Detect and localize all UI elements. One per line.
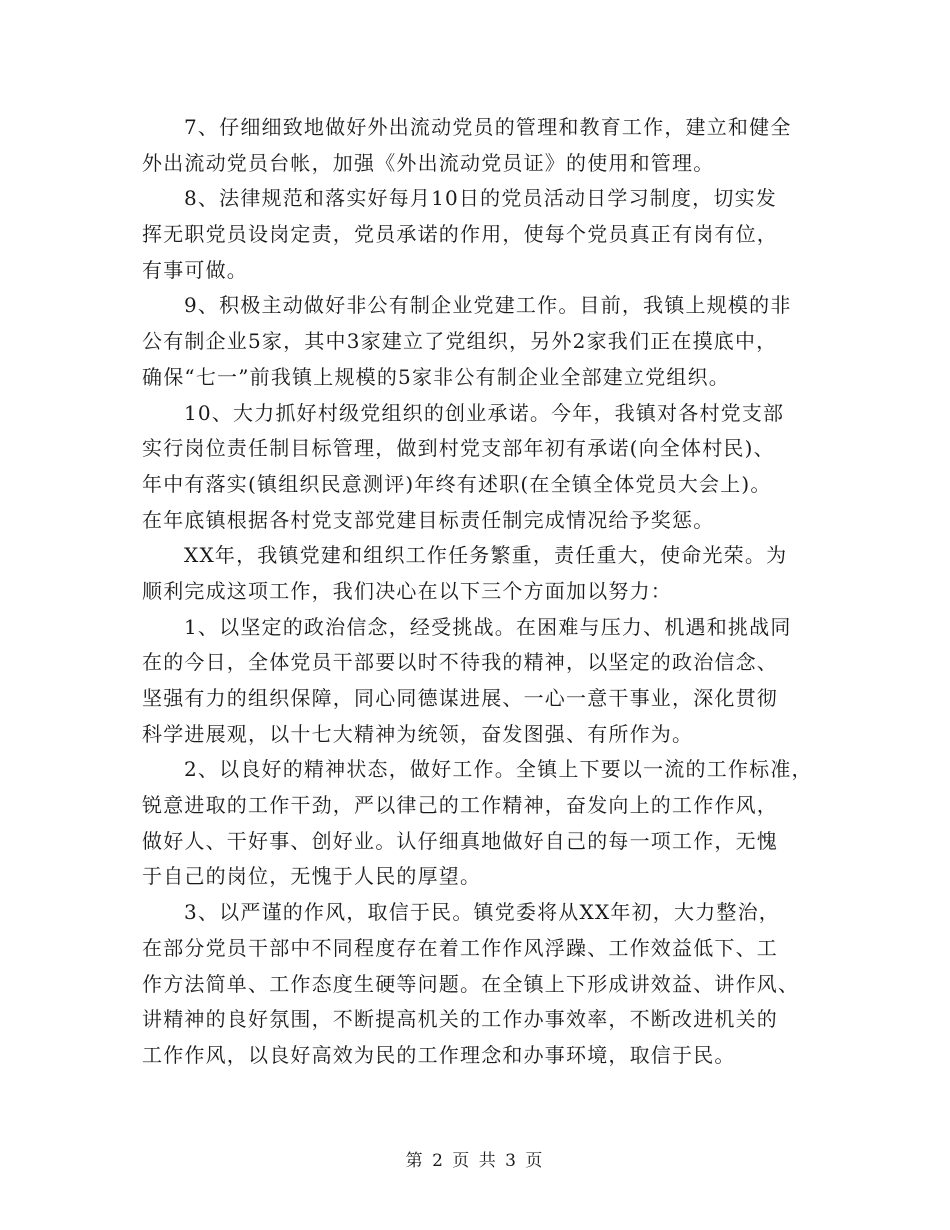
text-line: 年中有落实(镇组织民意测评)年终有述职(在全镇全体党员大会上)。 [142,471,772,496]
text-line: 实行岗位责任制目标管理，做到村党支部年初有承诺(向全体村民)、 [142,436,775,461]
text-line: 在部分党员干部中不同程度存在着工作作风浮躁、工作效益低下、工 [142,935,778,960]
text-line: 顺利完成这项工作，我们决心在以下三个方面加以努力： [142,578,672,603]
text-line: 7、仔细细致地做好外出流动党员的管理和教育工作，建立和健全 [184,115,792,139]
text-line: 科学进展观，以十七大精神为统领，奋发图强、有所作为。 [142,721,694,746]
document-body [142,110,832,1074]
text-line: 公有制企业5家，其中3家建立了党组织，另外2家我们正在摸底中， [142,329,778,354]
text-line: XX年，我镇党建和组织工作任务繁重，责任重大，使命光荣。为 [184,543,788,568]
text-line: 2、以良好的精神状态，做好工作。全镇上下要以一流的工作标准， [184,757,813,782]
text-line: 锐意进取的工作干劲，严以律己的工作精神，奋发向上的工作作风， [142,793,778,818]
text-line: 挥无职党员设岗定责，党员承诺的作用，使每个党员真正有岗有位， [142,222,778,247]
text-line: 10、大力抓好村级党组织的创业承诺。今年，我镇对各村党支部 [184,400,785,425]
text-line: 工作作风，以良好高效为民的工作理念和办事环境，取信于民。 [142,1042,736,1067]
text-line: 8、法律规范和落实好每月10日的党员活动日学习制度，切实发 [184,186,777,211]
text-line: 坚强有力的组织保障，同心同德谋进展、一心一意干事业，深化贯彻 [142,686,778,710]
page-number-footer: 第 2 页 共 3 页 [405,1151,545,1171]
text-line: 确保“七一”前我镇上规模的5家非公有制企业全部建立党组织。 [142,364,730,389]
text-line: 作方法简单、工作态度生硬等问题。在全镇上下形成讲效益、讲作风、 [142,971,800,996]
text-line: 于自己的岗位，无愧于人民的厚望。 [142,864,482,889]
text-line: 1、以坚定的政治信念，经受挑战。在困难与压力、机遇和挑战同 [184,614,792,639]
text-line: 有事可做。 [142,257,248,282]
text-line: 9、积极主动做好非公有制企业党建工作。目前，我镇上规模的非 [184,293,792,318]
text-line: 在年底镇根据各村党支部党建目标责任制完成情况给予奖惩。 [142,507,715,532]
text-line: 讲精神的良好氛围，不断提高机关的工作办事效率，不断改进机关的 [142,1007,778,1032]
text-line: 在的今日，全体党员干部要以时不待我的精神，以坚定的政治信念、 [142,650,778,675]
text-line: 外出流动党员台帐，加强《外出流动党员证》的使用和管理。 [142,150,715,175]
text-line: 3、以严谨的作风，取信于民。镇党委将从XX年初，大力整治， [184,900,781,925]
text-line: 做好人、干好事、创好业。认仔细真地做好自己的每一项工作，无愧 [142,828,778,853]
